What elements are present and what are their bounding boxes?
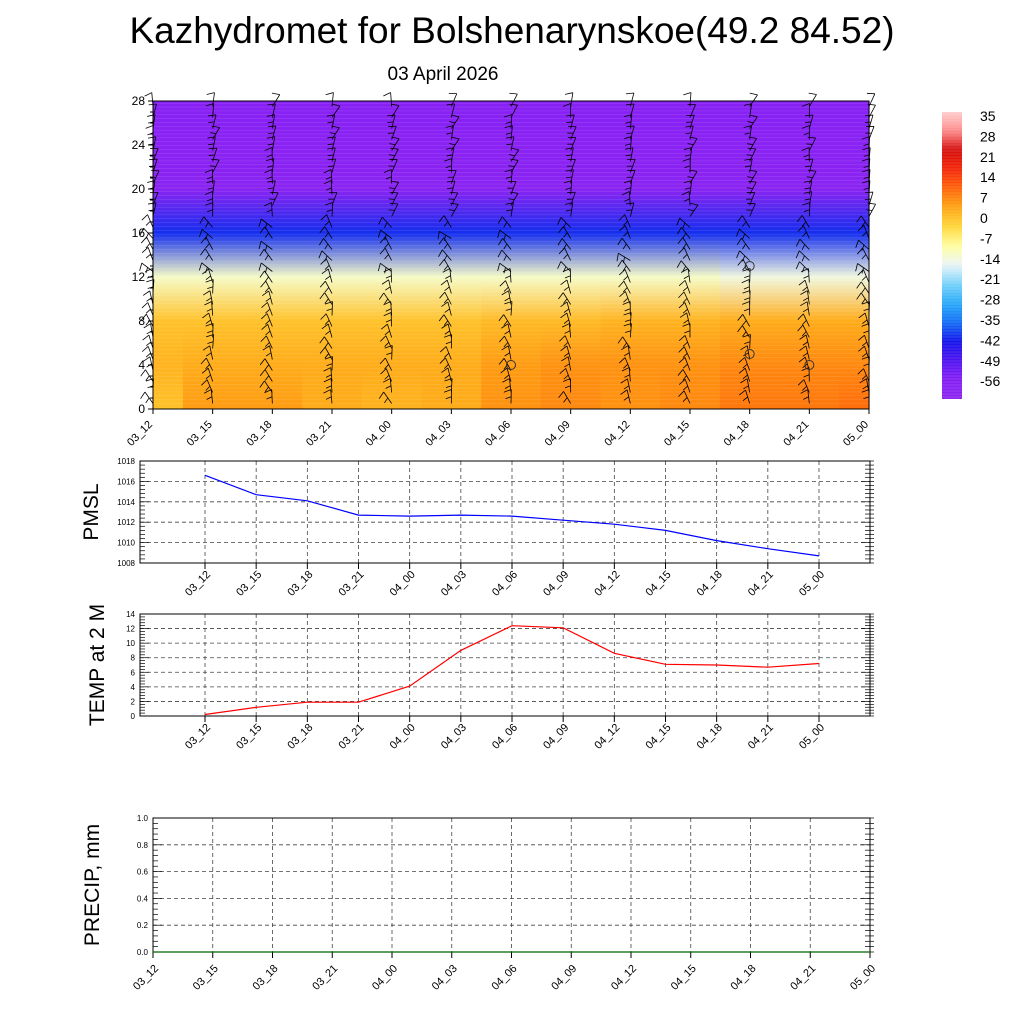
wind-barb-feather: [141, 392, 145, 399]
x-tick-label: 05_00: [797, 568, 828, 599]
data-point: [613, 523, 615, 525]
x-tick-label: 03_21: [336, 721, 367, 752]
x-tick-label: 03_18: [250, 962, 281, 993]
wind-barb-feather: [626, 133, 632, 134]
data-point: [511, 515, 513, 517]
x-tick-label: 04_18: [728, 962, 759, 993]
y-tick-label: 12: [126, 624, 135, 634]
y-tick-label: 12: [131, 270, 145, 284]
y-tick-label: 1008: [117, 559, 135, 568]
colorbar-gradient: [942, 112, 962, 399]
x-tick-label: 03_21: [336, 568, 367, 599]
x-tick-label: 04_09: [541, 568, 572, 599]
x-tick-label: 04_12: [592, 721, 623, 752]
data-point: [630, 951, 632, 953]
x-tick-label: 04_15: [662, 418, 693, 449]
wind-barb-feather: [865, 199, 871, 200]
x-tick-label: 04_09: [549, 962, 580, 993]
x-tick-label: 04_00: [387, 568, 418, 599]
x-tick-label: 04_21: [745, 568, 776, 599]
page-title: Kazhydromet for Bolshenarynskoe(49.2 84.52): [129, 10, 895, 51]
data-point: [869, 951, 871, 953]
x-tick-label: 04_00: [387, 721, 418, 752]
wind-barb-feather: [207, 93, 215, 95]
data-point: [809, 951, 811, 953]
precip-panel: [81, 814, 878, 993]
y-tick-label: 20: [131, 182, 145, 196]
wind-barb-feather: [146, 267, 148, 273]
y-tick-label: 4: [130, 682, 135, 692]
colorbar-label: -49: [980, 352, 1001, 369]
data-point: [562, 519, 564, 521]
wind-barb-feather: [146, 298, 151, 301]
x-tick-label: 05_00: [848, 962, 879, 993]
data-point: [665, 663, 667, 665]
y-tick-label: 0: [138, 402, 145, 416]
y-tick-label: 2: [130, 697, 135, 707]
data-point: [767, 666, 769, 668]
colorbar-label: -21: [980, 271, 1001, 288]
data-point: [204, 474, 206, 476]
x-tick-label: 04_06: [489, 962, 520, 993]
x-tick-label: 04_21: [781, 418, 812, 449]
wind-barb-feather: [146, 353, 151, 357]
wind-barb-feather: [142, 346, 148, 351]
wind-barb-feather: [509, 93, 517, 94]
x-tick-label: 04_18: [694, 568, 725, 599]
data-point: [570, 951, 572, 953]
wind-barb-feather: [809, 93, 817, 94]
wind-barb-feather: [626, 93, 634, 94]
x-tick-label: 04_18: [694, 721, 725, 752]
x-tick-label: 03_12: [183, 568, 214, 599]
wind-barb-feather: [146, 398, 149, 403]
wind-barb-feather: [146, 254, 150, 258]
temperature-field-strip: [720, 101, 780, 409]
x-tick-label: 05_00: [841, 418, 872, 449]
x-tick-label: 04_12: [592, 568, 623, 599]
x-tick-label: 04_21: [788, 962, 819, 993]
temperature-field-strip: [153, 101, 183, 409]
wind-barb-feather: [867, 93, 875, 94]
x-tick-label: 05_00: [797, 721, 828, 752]
y-tick-label: 0.8: [136, 840, 148, 850]
x-tick-label: 03_12: [131, 962, 162, 993]
colorbar: [942, 108, 1000, 399]
x-tick-label: 04_12: [602, 418, 633, 449]
data-point: [562, 627, 564, 629]
x-tick-label: 04_06: [490, 568, 521, 599]
data-point: [460, 514, 462, 516]
data-point: [767, 548, 769, 550]
wind-barb-feather: [142, 303, 148, 308]
data-point: [331, 951, 333, 953]
x-tick-label: 03_18: [285, 721, 316, 752]
colorbar-label: -56: [980, 373, 1001, 390]
data-point: [460, 649, 462, 651]
wind-barb-feather: [146, 221, 150, 225]
colorbar-label: -28: [980, 291, 1001, 308]
y-tick-label: 28: [131, 94, 145, 108]
wind-barb-feather: [146, 126, 153, 129]
wind-barb-feather: [143, 335, 149, 340]
wind-barb: [148, 215, 153, 228]
x-tick-label: 04_18: [721, 418, 752, 449]
x-tick-label: 03_21: [310, 962, 341, 993]
colorbar-label: 7: [980, 189, 988, 206]
wind-barb: [149, 335, 153, 348]
data-point: [358, 701, 360, 703]
colorbar-label: -35: [980, 312, 1001, 328]
x-tick-label: 04_00: [370, 962, 401, 993]
y-tick-label: 0.0: [136, 948, 148, 957]
x-tick-label: 04_03: [429, 962, 460, 993]
colorbar-label: 14: [980, 169, 996, 186]
x-tick-label: 04_15: [643, 568, 674, 599]
y-tick-label: 4: [138, 358, 145, 372]
y-tick-label: 0.2: [136, 921, 148, 931]
colorbar-label: 28: [980, 128, 996, 145]
wind-barb-feather: [683, 93, 691, 95]
x-tick-label: 04_03: [438, 568, 469, 599]
data-point: [306, 500, 308, 502]
wind-barb-feather: [272, 93, 280, 95]
pmsl-panel: [80, 457, 874, 599]
y-tick-label: 0: [130, 712, 135, 721]
data-point: [716, 664, 718, 666]
data-point: [255, 706, 257, 708]
x-tick-label: 03_15: [234, 721, 265, 752]
chart-date: 03 April 2026: [387, 64, 499, 85]
y-tick-label: 1014: [117, 497, 135, 507]
y-tick-label: 0.4: [136, 894, 148, 904]
x-tick-label: 04_15: [643, 721, 674, 752]
data-point: [272, 951, 274, 953]
temperature-field-strip: [660, 101, 720, 409]
wind-barb-feather: [565, 93, 573, 95]
temperature-field-strip: [362, 101, 422, 409]
y-tick-label: 1018: [117, 457, 135, 466]
x-tick-label: 03_15: [190, 962, 221, 993]
y-tick-label: 10: [126, 639, 135, 649]
y-tick-label: 1012: [117, 518, 135, 528]
wind-barb: [148, 303, 153, 316]
temperature-field-strip: [541, 101, 601, 409]
y-tick-label: 24: [131, 138, 145, 152]
data-point: [818, 555, 820, 557]
data-point: [613, 652, 615, 654]
x-tick-label: 04_06: [490, 721, 521, 752]
wind-barb-feather: [146, 309, 150, 313]
x-tick-label: 03_21: [304, 418, 335, 449]
y-axis-title: TEMP at 2 M: [86, 603, 109, 727]
y-axis-title: PMSL: [80, 483, 103, 541]
y-tick-label: 1.0: [136, 814, 148, 823]
y-tick-label: 6: [130, 668, 135, 678]
x-tick-label: 03_18: [285, 568, 316, 599]
y-tick-label: 14: [126, 610, 135, 619]
data-point: [391, 951, 393, 953]
x-tick-label: 04_03: [438, 721, 469, 752]
x-tick-label: 04_21: [745, 721, 776, 752]
wind-barb-feather: [750, 93, 758, 95]
y-tick-label: 16: [131, 226, 145, 240]
data-point: [212, 951, 214, 953]
wind-barb-feather: [142, 247, 148, 252]
x-tick-label: 04_12: [609, 962, 640, 993]
temp-panel: [86, 604, 874, 752]
y-tick-label: 1016: [117, 477, 135, 487]
data-point: [358, 514, 360, 516]
wind-barb-feather: [383, 93, 390, 96]
x-tick-label: 04_09: [541, 721, 572, 752]
data-point: [511, 951, 513, 953]
colorbar-label: 21: [980, 148, 996, 165]
wind-barb-feather: [145, 93, 152, 97]
colorbar-label: -14: [980, 250, 1001, 267]
wind-barb-feather: [143, 291, 150, 296]
data-point: [511, 625, 513, 627]
y-tick-label: 0.6: [136, 867, 148, 877]
x-tick-label: 04_03: [423, 418, 454, 449]
data-point: [818, 663, 820, 665]
temperature-field-strip: [422, 101, 482, 409]
x-tick-label: 04_15: [668, 962, 699, 993]
x-tick-label: 04_06: [483, 418, 514, 449]
data-point: [665, 529, 667, 531]
data-point: [204, 714, 206, 716]
x-tick-label: 03_18: [244, 418, 275, 449]
x-tick-label: 03_12: [125, 418, 156, 449]
x-tick-label: 03_15: [184, 418, 215, 449]
wind-barb-feather: [142, 215, 148, 221]
x-tick-label: 03_15: [234, 568, 265, 599]
data-point: [306, 701, 308, 703]
y-tick-label: 1010: [117, 538, 135, 548]
colorbar-label: -7: [980, 230, 993, 247]
temperature-field-strip: [780, 101, 840, 409]
y-axis-title: PRECIP, mm: [81, 823, 104, 947]
wind-barb: [148, 247, 153, 260]
y-tick-label: 8: [138, 314, 145, 328]
wind-barb-feather: [326, 93, 334, 95]
data-point: [409, 515, 411, 517]
data-point: [409, 685, 411, 687]
data-point: [451, 951, 453, 953]
x-tick-label: 04_09: [542, 418, 573, 449]
data-point: [750, 951, 752, 953]
wind-barb-feather: [147, 364, 152, 367]
colorbar-label: -42: [980, 332, 1001, 349]
x-tick-label: 04_00: [363, 418, 394, 449]
cross-section-panel: [125, 93, 876, 449]
y-tick-label: 8: [130, 653, 135, 663]
data-point: [690, 951, 692, 953]
colorbar-label: 0: [980, 210, 988, 226]
data-point: [152, 951, 154, 953]
data-point: [255, 494, 257, 496]
wind-barb: [869, 105, 876, 117]
x-tick-label: 03_12: [183, 721, 214, 752]
data-point: [716, 540, 718, 542]
colorbar-label: 35: [980, 108, 996, 124]
